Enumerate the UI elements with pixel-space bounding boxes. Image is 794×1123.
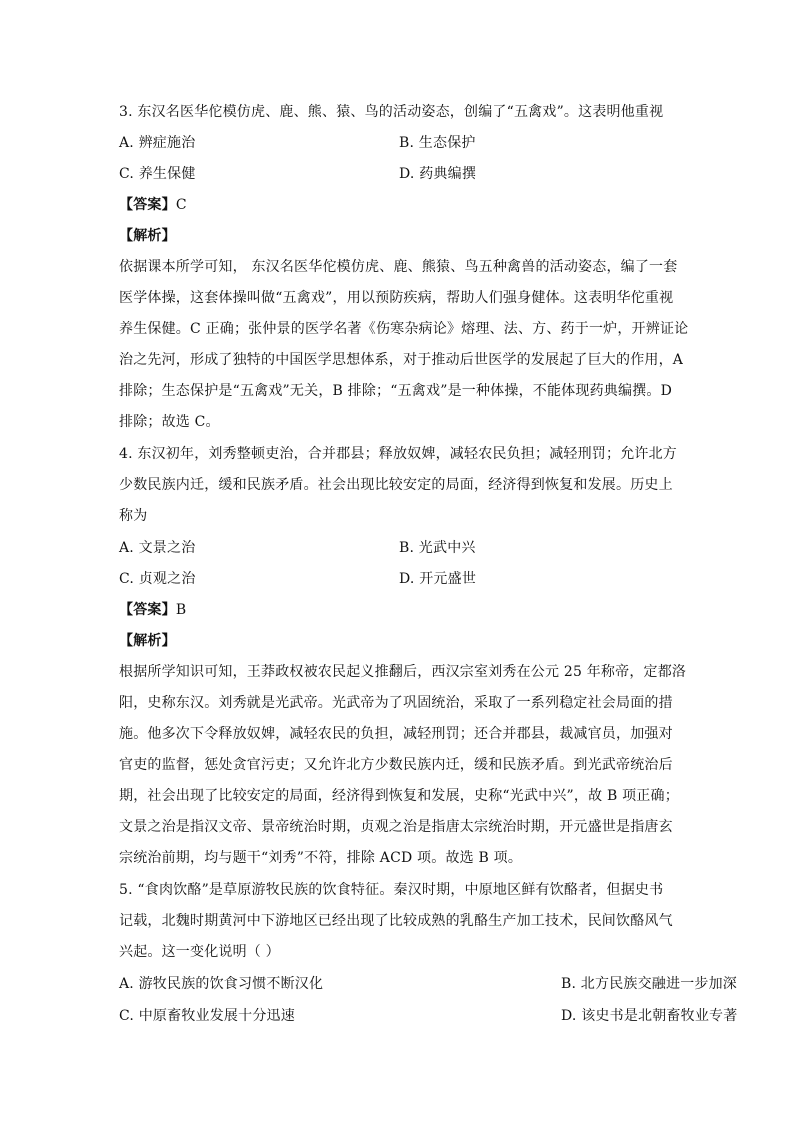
question-4-analysis-line-6: 文景之治是指汉文帝、景帝统治时期，贞观之治是指唐太宗统治时期，开元盛世是指唐玄: [119, 819, 673, 835]
question-3-analysis-label: 【解析】: [119, 228, 176, 244]
question-4-option-d: D. 开元盛世: [399, 571, 477, 587]
question-4-analysis-line-3: 施。他多次下令释放奴婢，减轻农民的负担，减轻刑罚；还合并郡县，裁减官员，加强对: [119, 726, 673, 742]
question-3-stem-line-1: 3. 东汉名医华佗模仿虎、鹿、熊、猿、鸟的活动姿态，创编了“五禽戏”。这表明他重视: [119, 104, 664, 120]
question-4-analysis-line-4: 官吏的监督，惩处贪官污吏；又允许北方少数民族内迁，缓和民族矛盾。到光武帝统治后: [119, 757, 673, 773]
question-3-analysis-line-1: 依据课本所学可知， 东汉名医华佗模仿虎、鹿、熊猿、鸟五种禽兽的活动姿态，编了一套: [119, 259, 678, 275]
question-4-option-a: A. 文景之治: [119, 540, 196, 556]
answer-value: B: [175, 602, 187, 618]
question-4-analysis-line-5: 期，社会出现了比较安定的局面，经济得到恢复和发展，史称“光武中兴”，故 B 项正确；: [119, 788, 679, 804]
question-3-option-c: C. 养生保健: [119, 166, 196, 182]
question-3-analysis-line-3: 养生保健。C 正确；张仲景的医学名著《伤寒杂病论》熔理、法、方、药于一炉，开辨证论: [119, 321, 689, 337]
question-4-stem-line-3: 称为: [119, 508, 148, 524]
question-3-analysis-line-5: 排除；生态保护是“五禽戏”无关，B 排除；“五禽戏”是一种体操，不能体现药典编撰。D: [119, 383, 672, 399]
question-4-stem-line-2: 少数民族内迁，缓和民族矛盾。社会出现比较安定的局面，经济得到恢复和发展。历史上: [119, 477, 673, 493]
question-5-options-row-2: [119, 1006, 738, 1026]
question-5-stem-line-1: 5. “食肉饮酪”是草原游牧民族的饮食特征。秦汉时期，中原地区鲜有饮酪者，但据史书: [119, 882, 664, 898]
question-4-answer: [119, 600, 186, 620]
question-4-analysis-line-7: 宗统治前期，均与题干“刘秀”不符，排除 ACD 项。故选 B 项。: [119, 850, 523, 866]
question-3-options-row-2: [119, 164, 477, 184]
question-5-stem-line-2: 记载，北魏时期黄河中下游地区已经出现了比较成熟的乳酪生产加工技术，民间饮酪风气: [119, 913, 673, 929]
question-5-stem-line-3: 兴起。这一变化说明（ ）: [119, 944, 280, 960]
answer-label: 【答案】: [119, 602, 176, 618]
question-4-options-row-2: [119, 569, 477, 589]
question-5-option-a: A. 游牧民族的饮食习惯不断汉化: [119, 976, 324, 992]
question-3-option-b: B. 生态保护: [399, 135, 476, 151]
question-3-option-a: A. 辨症施治: [119, 135, 196, 151]
question-4-analysis-line-2: 阳，史称东汉。刘秀就是光武帝。光武帝为了巩固统治，采取了一系列稳定社会局面的措: [119, 695, 673, 711]
question-3-analysis-line-6: 排除；故选 C。: [119, 414, 220, 430]
question-3-options-row-1: [119, 133, 476, 153]
question-4-options-row-1: [119, 538, 476, 558]
question-3-analysis-line-2: 医学体操，这套体操叫做“五禽戏”，用以预防疾病，帮助人们强身健体。这表明华佗重视: [119, 290, 674, 306]
question-4-option-b: B. 光武中兴: [399, 540, 476, 556]
question-4-option-c: C. 贞观之治: [119, 571, 196, 587]
question-5-option-c: C. 中原畜牧业发展十分迅速: [119, 1008, 295, 1024]
question-4-analysis-line-1: 根据所学知识可知，王莽政权被农民起义推翻后，西汉宗室刘秀在公元 25 年称帝，定都洛: [119, 664, 687, 680]
question-5-option-b: B. 北方民族交融进一步加深: [561, 976, 737, 992]
question-4-analysis-label: 【解析】: [119, 633, 176, 649]
question-3-answer: [119, 195, 187, 215]
question-3-analysis-line-4: 治之先河，形成了独特的中国医学思想体系，对于推动后世医学的发展起了巨大的作用，A: [119, 352, 684, 368]
answer-value: C: [175, 197, 187, 213]
question-5-option-d: D. 该史书是北朝畜牧业专著: [561, 1008, 738, 1024]
question-4-stem-line-1: 4. 东汉初年，刘秀整顿吏治，合并郡县；释放奴婢，减轻农民负担；减轻刑罚；允许北方: [119, 446, 678, 462]
answer-label: 【答案】: [119, 197, 176, 213]
question-5-options-row-1: [119, 974, 737, 994]
question-3-option-d: D. 药典编撰: [399, 166, 477, 182]
